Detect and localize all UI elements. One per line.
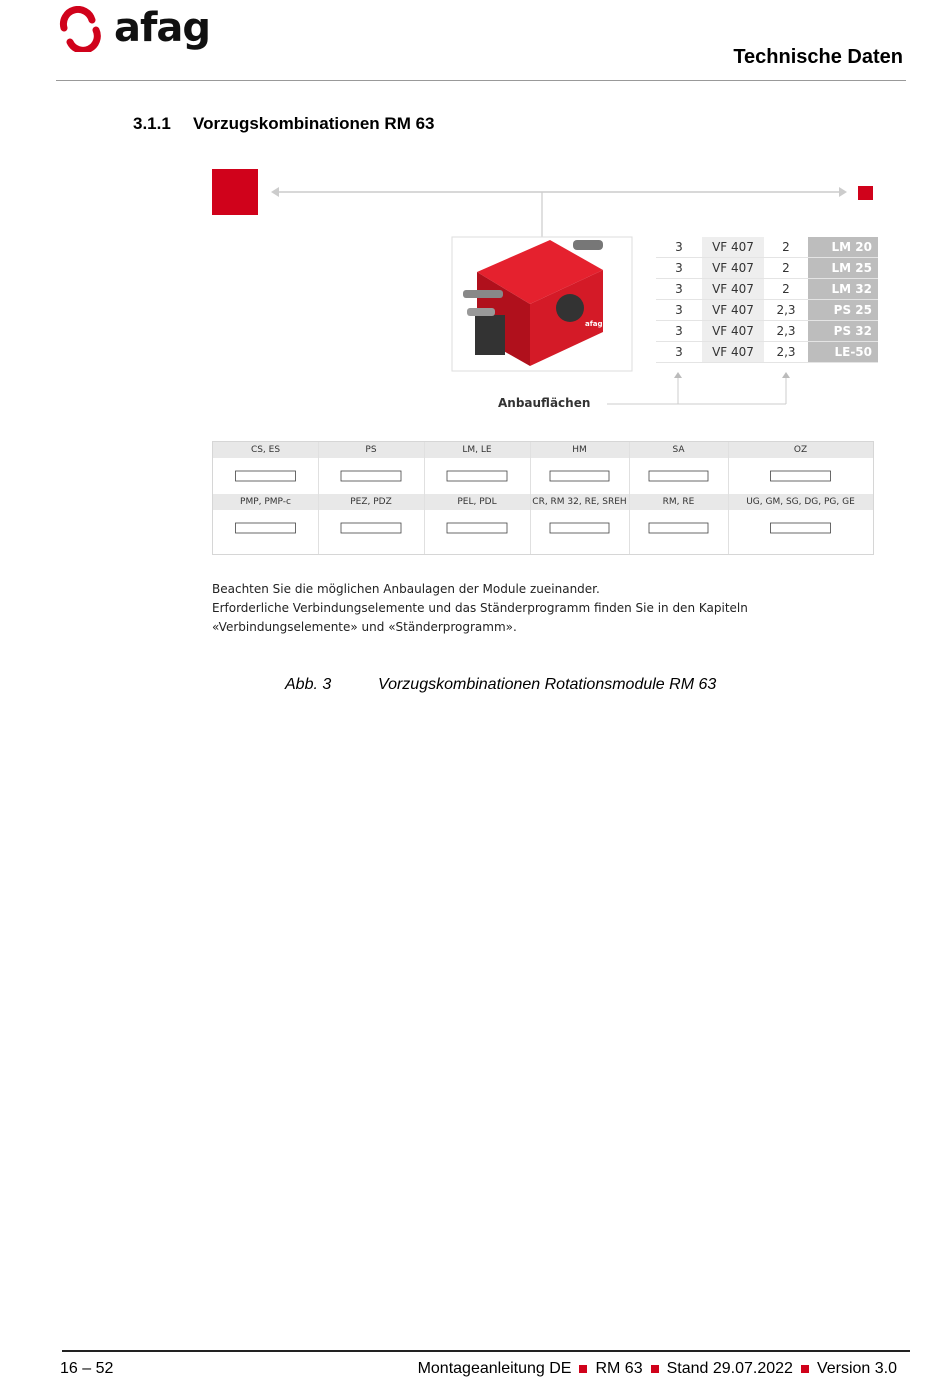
surface-diagram-icon (318, 511, 424, 545)
combination-side: 2 (764, 279, 808, 300)
combination-connector: VF 407 (702, 237, 764, 258)
combination-module: LE-50 (808, 342, 878, 363)
grid-divider (530, 442, 531, 554)
surface-group-cell (728, 494, 873, 546)
page-number: 16 – 52 (60, 1360, 114, 1377)
combination-module: LM 20 (808, 237, 878, 258)
surface-diagram-icon (213, 459, 318, 493)
surface-diagram-icon (728, 511, 873, 545)
header-divider (56, 80, 906, 81)
surface-group-cell (629, 442, 728, 494)
surface-group-label: PEL, PDL (424, 494, 530, 510)
surface-group-label: PEZ, PDZ (318, 494, 424, 510)
grid-divider (318, 442, 319, 554)
footer-version: Version 3.0 (816, 1360, 897, 1377)
surface-group-cell (629, 494, 728, 546)
combination-row (656, 258, 878, 279)
combination-surface: 3 (656, 342, 702, 363)
surface-group-label: CR, RM 32, RE, SREH (530, 494, 629, 510)
combination-connector: VF 407 (702, 300, 764, 321)
surface-group-label: OZ (728, 442, 873, 458)
surface-group-cell (318, 494, 424, 546)
combination-side: 2,3 (764, 300, 808, 321)
surface-diagram-icon (629, 459, 728, 493)
grid-divider (424, 442, 425, 554)
mounting-surfaces-grid (212, 441, 874, 555)
surface-group-label: SA (629, 442, 728, 458)
combination-row (656, 300, 878, 321)
svg-text:afag: afag (585, 320, 603, 328)
surface-group-cell (213, 494, 318, 546)
combination-module: LM 32 (808, 279, 878, 300)
combination-row (656, 237, 878, 258)
combination-module: PS 25 (808, 300, 878, 321)
surface-diagram-icon (424, 459, 530, 493)
combination-row (656, 321, 878, 342)
footer-separator-icon (801, 1365, 809, 1373)
combination-connector: VF 407 (702, 279, 764, 300)
combination-module: PS 32 (808, 321, 878, 342)
combination-surface: 3 (656, 237, 702, 258)
combination-connector: VF 407 (702, 321, 764, 342)
figure-note (212, 580, 872, 637)
surface-diagram-icon (629, 511, 728, 545)
surface-group-label: RM, RE (629, 494, 728, 510)
combination-surface: 3 (656, 279, 702, 300)
page-header-title: Technische Daten (733, 46, 903, 68)
combination-surface: 3 (656, 321, 702, 342)
note-line-2: Erforderliche Verbindungselemente und das Ständerprogramm finden Sie in den Kapiteln «Verbindungselemente» und «Ständerprogramm». (212, 601, 748, 634)
surface-diagram-icon (318, 459, 424, 493)
footer-doc: Montageanleitung DE (417, 1360, 572, 1377)
combination-side: 2 (764, 237, 808, 258)
surface-diagram-icon (424, 511, 530, 545)
surface-group-cell (728, 442, 873, 494)
mounting-surfaces-label: Anbauflächen (498, 396, 591, 410)
combination-module: LM 25 (808, 258, 878, 279)
figure-caption-number: Abb. 3 (285, 676, 332, 693)
surface-diagram-icon (530, 511, 629, 545)
grid-divider (728, 442, 729, 554)
combination-figure (205, 160, 880, 640)
footer-separator-icon (651, 1365, 659, 1373)
footer-date: Stand 29.07.2022 (666, 1360, 793, 1377)
source-module-marker (212, 169, 258, 215)
combination-row (656, 279, 878, 300)
surface-group-label: PMP, PMP-c (213, 494, 318, 510)
surface-group-cell (530, 494, 629, 546)
combination-surface: 3 (656, 300, 702, 321)
note-line-1: Beachten Sie die möglichen Anbaulagen der Module zueinander. (212, 582, 600, 596)
surface-diagram-icon (530, 459, 629, 493)
grid-divider (629, 442, 630, 554)
section-title: Vorzugskombinationen RM 63 (193, 114, 435, 133)
section-number: 3.1.1 (133, 114, 171, 133)
surface-group-label: PS (318, 442, 424, 458)
logo-text: afag (114, 5, 211, 51)
footer-divider (62, 1350, 910, 1352)
target-module-marker (858, 186, 873, 200)
combination-table (656, 237, 878, 363)
combination-connector: VF 407 (702, 258, 764, 279)
combination-surface: 3 (656, 258, 702, 279)
surface-group-cell (424, 442, 530, 494)
figure-caption-text: Vorzugskombinationen Rotationsmodule RM 63 (378, 676, 717, 693)
surface-group-cell (318, 442, 424, 494)
combination-connector: VF 407 (702, 342, 764, 363)
surface-group-label: LM, LE (424, 442, 530, 458)
surface-group-label: CS, ES (213, 442, 318, 458)
surface-diagram-icon (213, 511, 318, 545)
footer-separator-icon (579, 1365, 587, 1373)
surface-group-cell (530, 442, 629, 494)
footer-info (418, 1360, 897, 1378)
footer-product: RM 63 (595, 1360, 643, 1377)
surface-group-cell (213, 442, 318, 494)
surface-group-cell (424, 494, 530, 546)
surface-diagram-icon (728, 459, 873, 493)
combination-side: 2 (764, 258, 808, 279)
combination-side: 2,3 (764, 342, 808, 363)
combination-row (656, 342, 878, 363)
surface-group-label: UG, GM, SG, DG, PG, GE (728, 494, 873, 510)
surface-group-label: HM (530, 442, 629, 458)
combination-side: 2,3 (764, 321, 808, 342)
